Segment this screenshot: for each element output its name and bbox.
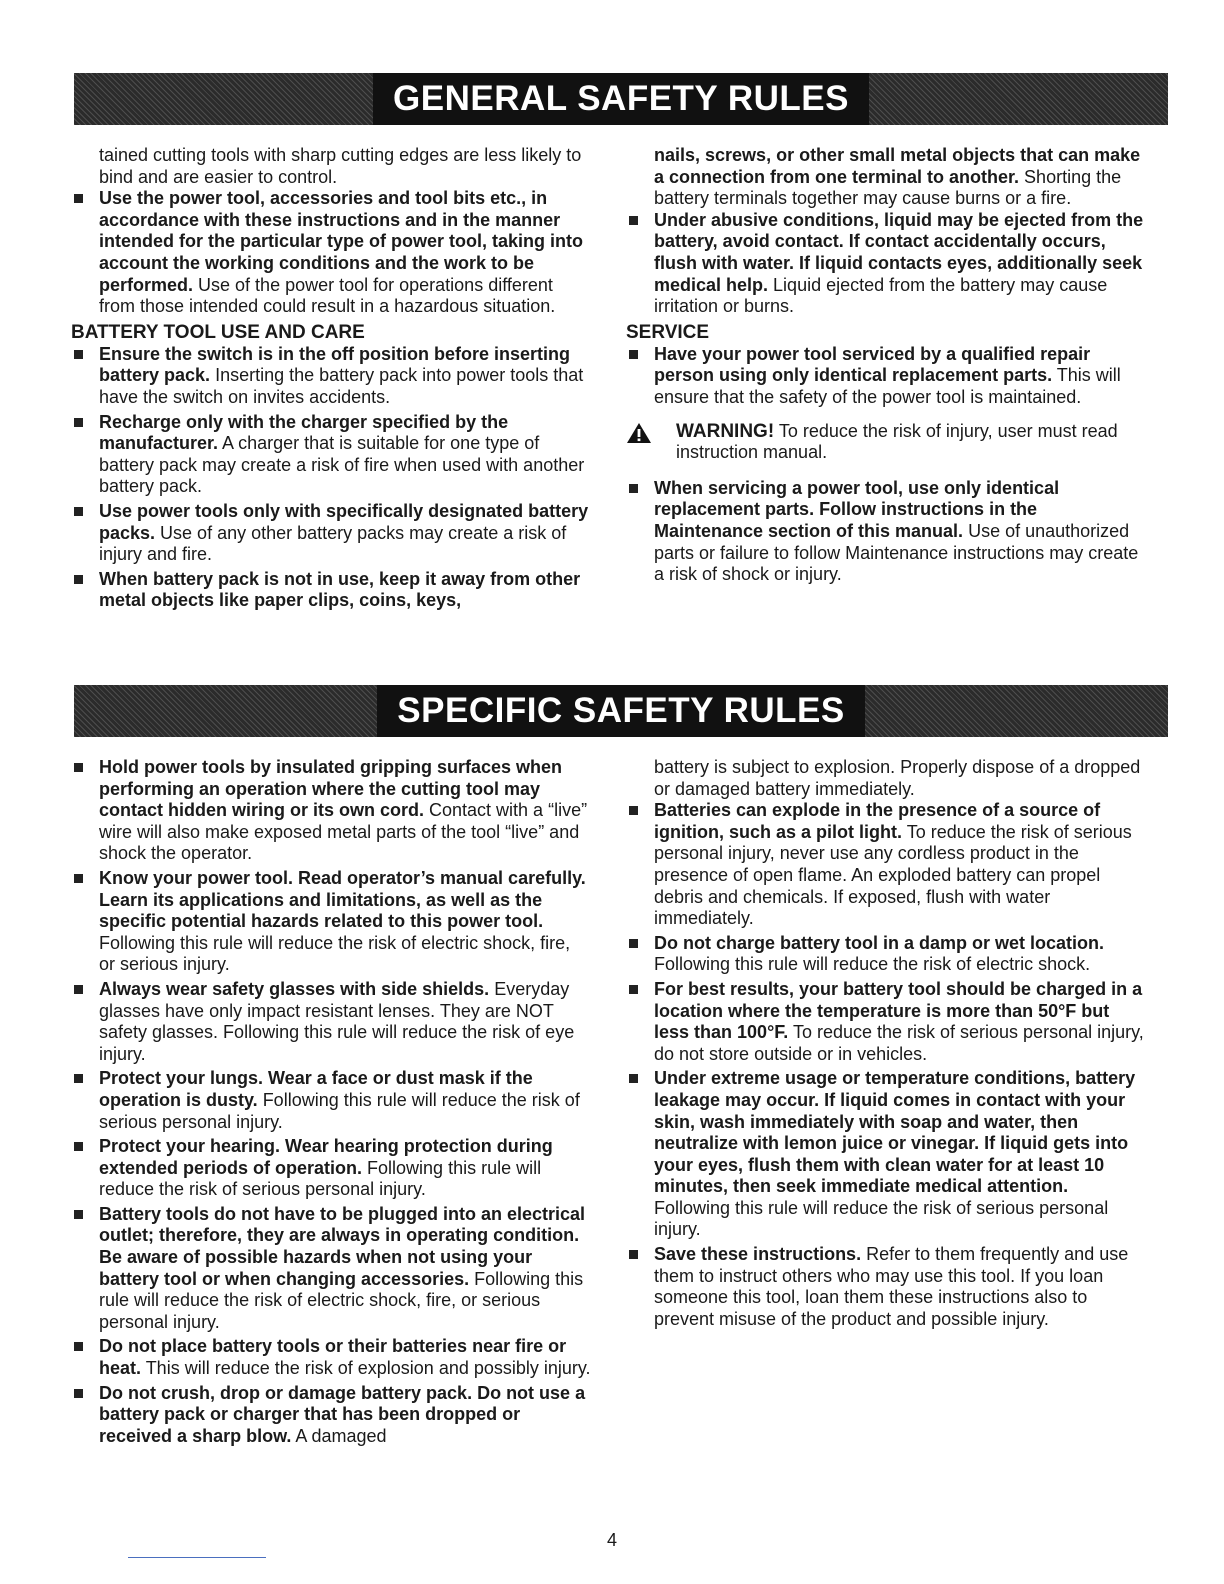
warning-triangle-icon [626,422,652,444]
list-item: Protect your hearing. Wear hearing protection during extended periods of operation. Following this rule will reduce the risk of serious personal injury. [71,1136,591,1201]
bullet-icon [74,194,83,203]
bullet-icon [74,1074,83,1083]
bullet-icon [629,939,638,948]
list-item: Under extreme usage or temperature conditions, battery leakage may occur. If liquid comes in contact with your skin, wash immediately with soap and water, then neutralize with lemon juice or vinegar. If liquid gets into your eyes, flush them with clean water for at least 10 minutes, then seek immediate medical attention. Following this rule will reduce the risk of serious personal injury. [626,1068,1146,1241]
list-item: Save these instructions. Refer to them frequently and use them to instruct others who may use this tool. If you loan someone this tool, loan them these instructions also to prevent misuse of the product and possible injury. [626,1244,1146,1330]
footer-divider [128,1557,266,1558]
list-item: Under abusive conditions, liquid may be ejected from the battery, avoid contact. If contact accidentally occurs, flush with water. If liquid contacts eyes, additionally seek medical help. Liquid ejected from the battery may cause irritation or burns. [626,210,1146,318]
warning-notice [626,421,1146,464]
list-item: Do not charge battery tool in a damp or wet location. Following this rule will reduce the risk of electric shock. [626,933,1146,976]
continued-text: nails, screws, or other small metal objects that can make a connection from one terminal to another. Shorting the battery terminals together may cause burns or a fire. [654,145,1141,209]
specific-right-column [626,757,1146,1333]
list-item: Batteries can explode in the presence of a source of ignition, such as a pilot light. To reduce the risk of serious personal injury, never use any cordless product in the presence of open flame. An exploded battery can propel debris and chemicals. If exposed, flush with water immediately. [626,800,1146,930]
bullet-icon [74,763,83,772]
list-item: Recharge only with the charger specified by the manufacturer. A charger that is suitable for one type of battery pack may create a risk of fire when used with another battery pack. [71,412,591,498]
warning-text: To reduce the risk of injury, user must read instruction manual. [676,420,1118,463]
list-item: Hold power tools by insulated gripping surfaces when performing an operation where the cutting tool may contact hidden wiring or its own cord. Contact with a “live” wire will also make exposed metal parts of the tool “live” and shock the operator. [71,757,591,865]
bullet-icon [629,350,638,359]
list-item: Battery tools do not have to be plugged into an electrical outlet; therefore, they are always in operating condition. Be aware of possible hazards when not using your battery tool or when changing accessories. Following this rule will reduce the risk of electric shock, fire, or serious personal injury. [71,1204,591,1334]
general-safety-title: GENERAL SAFETY RULES [373,73,869,125]
section-heading-service: SERVICE [626,321,710,343]
bullet-icon [74,1389,83,1398]
specific-safety-banner [74,685,1168,737]
list-item: Always wear safety glasses with side shields. Everyday glasses have only impact resistant lenses. They are NOT safety glasses. Following this rule will reduce the risk of eye injury. [71,979,591,1065]
continued-text: tained cutting tools with sharp cutting edges are less likely to bind and are easier to control. [99,145,582,187]
list-item: Protect your lungs. Wear a face or dust mask if the operation is dusty. Following this rule will reduce the risk of serious personal injury. [71,1068,591,1133]
list-item: Use power tools only with specifically designated battery packs. Use of any other battery packs may create a risk of injury and fire. [71,501,591,566]
specific-safety-title: SPECIFIC SAFETY RULES [377,685,864,737]
general-safety-banner [74,73,1168,125]
list-item: Do not place battery tools or their batteries near fire or heat. This will reduce the risk of explosion and possibly injury. [71,1336,591,1379]
continued-text: battery is subject to explosion. Properly dispose of a dropped or damaged battery immediately. [654,757,1141,799]
bullet-icon [629,985,638,994]
list-item: Ensure the switch is in the off position before inserting battery pack. Inserting the battery pack into power tools that have the switch on invites accidents. [71,344,591,409]
general-left-column [71,145,591,615]
list-item: When battery pack is not in use, keep it away from other metal objects like paper clips, coins, keys, [71,569,591,612]
list-item: Know your power tool. Read operator’s manual carefully. Learn its applications and limitations, as well as the specific potential hazards related to this power tool. Following this rule will reduce the risk of electric shock, fire, or serious injury. [71,868,591,976]
bullet-icon [74,985,83,994]
bullet-icon [74,350,83,359]
bullet-icon [74,507,83,516]
page-number: 4 [606,1530,617,1550]
specific-left-column [71,757,591,1450]
section-heading-battery: BATTERY TOOL USE AND CARE [71,321,365,343]
list-item: Have your power tool serviced by a qualified repair person using only identical replacement parts. This will ensure that the safety of the power tool is maintained. [626,344,1146,409]
bullet-icon [74,874,83,883]
bullet-icon [629,1074,638,1083]
list-item: Do not crush, drop or damage battery pack. Do not use a battery pack or charger that has been dropped or received a sharp blow. A damaged [71,1383,591,1448]
bullet-icon [74,1210,83,1219]
general-right-column [626,145,1146,589]
bullet-icon [629,216,638,225]
list-item: Use the power tool, accessories and tool bits etc., in accordance with these instructions and in the manner intended for the particular type of power tool, taking into account the working conditions and the work to be performed. Use of the power tool for operations different from those intended could result in a hazardous situation. [71,188,591,318]
bullet-icon [74,418,83,427]
bullet-icon [74,575,83,584]
list-item: When servicing a power tool, use only identical replacement parts. Follow instructions in the Maintenance section of this manual. Use of unauthorized parts or failure to follow Maintenance instructions may create a risk of shock or injury. [626,478,1146,586]
bullet-icon [629,484,638,493]
warning-label: WARNING! [676,420,775,442]
list-item: For best results, your battery tool should be charged in a location where the temperature is more than 50°F but less than 100°F. To reduce the risk of serious personal injury, do not store outside or in vehicles. [626,979,1146,1065]
bullet-icon [629,806,638,815]
bullet-icon [74,1142,83,1151]
bullet-icon [74,1342,83,1351]
bullet-icon [629,1250,638,1259]
